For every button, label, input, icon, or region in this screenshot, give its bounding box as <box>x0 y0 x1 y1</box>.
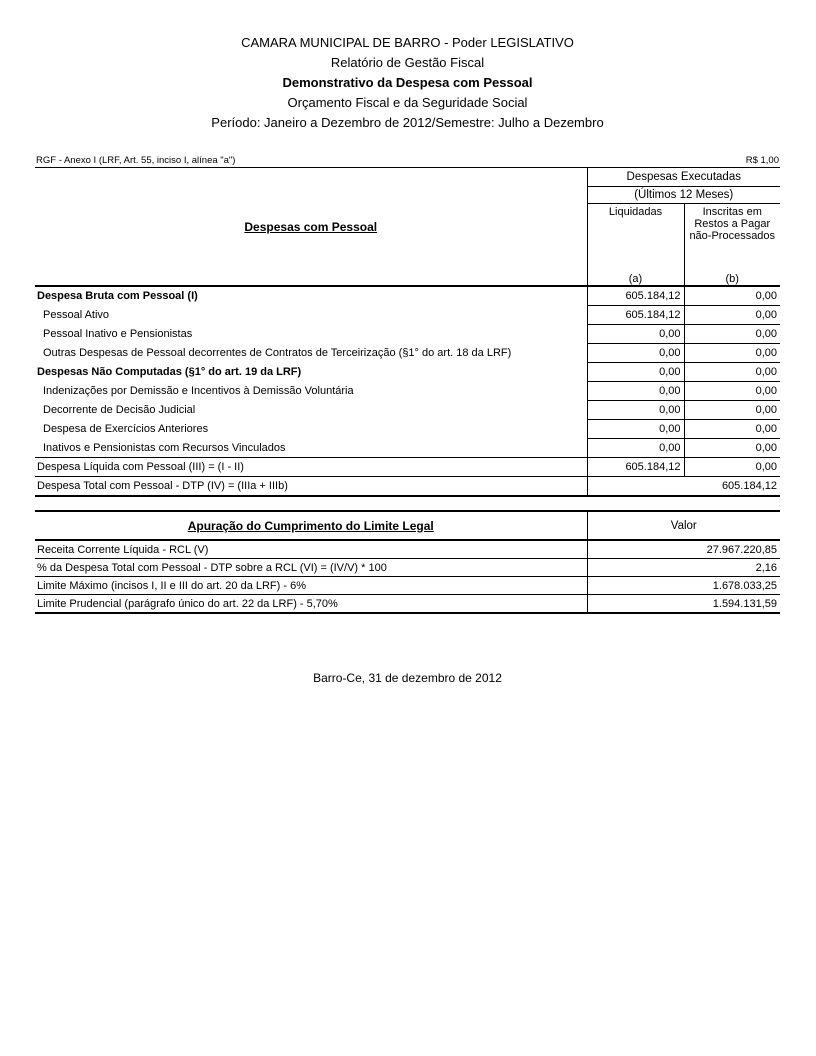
currency-note: R$ 1,00 <box>745 155 779 166</box>
expense-row-label: Decorrente de Decisão Judicial <box>43 404 196 416</box>
expense-row <box>35 306 780 325</box>
expense-table-label-header: Despesas com Pessoal <box>35 168 587 287</box>
expense-value-liquidadas: 605.184,12 <box>587 306 684 325</box>
column-ref-a: (a) <box>628 273 643 285</box>
expense-row-label: Outras Despesas de Pessoal decorrentes de Contratos de Terceirização (§1° do art. 18 da LRF) <box>43 347 512 359</box>
report-header <box>35 33 780 133</box>
expense-value-liquidadas: 605.184,12 <box>587 458 684 477</box>
expense-value-liquidadas: 0,00 <box>587 420 684 439</box>
limit-table-value-header: Valor <box>587 511 780 540</box>
expense-row <box>35 382 780 401</box>
expense-value-inscritas: 0,00 <box>684 286 780 306</box>
limit-row <box>35 577 780 595</box>
executed-expenses-header: Despesas Executadas <box>587 168 780 187</box>
expense-row <box>35 401 780 420</box>
expense-total-label: Despesa Total com Pessoal - DTP (IV) = (IIIa + IIIb) <box>35 477 587 497</box>
last-12-months-subheader: (Últimos 12 Meses) <box>587 187 780 204</box>
expense-value-inscritas: 0,00 <box>684 401 780 420</box>
limit-row-value: 27.967.220,85 <box>587 540 780 559</box>
expense-value-inscritas: 0,00 <box>684 325 780 344</box>
expense-value-liquidadas: 0,00 <box>587 439 684 458</box>
limit-row-value: 1.678.033,25 <box>587 577 780 595</box>
expense-value-inscritas: 0,00 <box>684 363 780 382</box>
limit-row <box>35 559 780 577</box>
limit-row-value: 2,16 <box>587 559 780 577</box>
expense-value-inscritas: 0,00 <box>684 382 780 401</box>
expense-row-label: Indenizações por Demissão e Incentivos à Demissão Voluntária <box>43 385 354 397</box>
expense-row <box>35 344 780 363</box>
limit-row <box>35 540 780 559</box>
annex-note: RGF - Anexo I (LRF, Art. 55, inciso I, alínea "a") <box>36 155 236 166</box>
limit-row-label: Receita Corrente Líquida - RCL (V) <box>35 540 587 559</box>
limit-row-label: Limite Prudencial (parágrafo único do art. 22 da LRF) - 5,70% <box>35 595 587 614</box>
expense-value-inscritas: 0,00 <box>684 420 780 439</box>
org-title: CAMARA MUNICIPAL DE BARRO - Poder LEGISLATIVO <box>241 35 574 50</box>
expense-value-liquidadas: 605.184,12 <box>587 286 684 306</box>
expense-row-label: Despesa Líquida com Pessoal (III) = (I - II) <box>35 458 587 477</box>
report-period: Período: Janeiro a Dezembro de 2012/Semestre: Julho a Dezembro <box>211 115 604 130</box>
limit-row-label: % da Despesa Total com Pessoal - DTP sobre a RCL (VI) = (IV/V) * 100 <box>35 559 587 577</box>
report-type: Relatório de Gestão Fiscal <box>330 55 485 70</box>
limit-table-title: Apuração do Cumprimento do Limite Legal <box>35 511 587 540</box>
limit-row <box>35 595 780 614</box>
expense-value-liquidadas: 0,00 <box>587 382 684 401</box>
column-ref-b: (b) <box>725 273 739 285</box>
expense-row <box>35 420 780 439</box>
annex-note-row <box>35 155 780 167</box>
expense-total-row <box>35 477 780 497</box>
expense-value-inscritas: 0,00 <box>684 458 780 477</box>
expense-value-liquidadas: 0,00 <box>587 363 684 382</box>
limit-table <box>35 510 780 614</box>
expense-row <box>35 439 780 458</box>
expense-row-label: Inativos e Pensionistas com Recursos Vinculados <box>43 441 286 454</box>
inscritas-title: Inscritas em Restos a Pagar não-Processados <box>689 206 776 242</box>
expense-row-label: Despesa Bruta com Pessoal (I) <box>37 290 198 303</box>
expense-value-inscritas: 0,00 <box>684 306 780 325</box>
expense-row <box>35 363 780 382</box>
expense-row <box>35 286 780 306</box>
expense-value-inscritas: 0,00 <box>684 439 780 458</box>
limit-row-label: Limite Máximo (incisos I, II e III do art. 20 da LRF) - 6% <box>35 577 587 595</box>
liquidadas-title: Liquidadas <box>608 206 663 218</box>
expense-row-label: Pessoal Inativo e Pensionistas <box>43 328 193 340</box>
report-title: Demonstrativo da Despesa com Pessoal <box>282 75 533 90</box>
expense-total-value: 605.184,12 <box>587 477 780 497</box>
column-header-liquidadas <box>587 204 684 287</box>
report-subtitle: Orçamento Fiscal e da Seguridade Social <box>287 95 528 110</box>
expense-value-inscritas: 0,00 <box>684 344 780 363</box>
expense-table <box>35 167 780 497</box>
expense-row-label: Pessoal Ativo <box>43 309 110 321</box>
expense-row <box>35 458 780 477</box>
signature-date: Barro-Ce, 31 de dezembro de 2012 <box>313 671 502 685</box>
limit-row-value: 1.594.131,59 <box>587 595 780 614</box>
expense-row-label: Despesas Não Computadas (§1° do art. 19 da LRF) <box>37 366 302 378</box>
expense-value-liquidadas: 0,00 <box>587 401 684 420</box>
expense-value-liquidadas: 0,00 <box>587 325 684 344</box>
column-header-inscritas <box>684 204 780 287</box>
expense-row <box>35 325 780 344</box>
expense-row-label: Despesa de Exercícios Anteriores <box>43 423 209 435</box>
limit-table-header-row <box>35 511 780 540</box>
expense-value-liquidadas: 0,00 <box>587 344 684 363</box>
